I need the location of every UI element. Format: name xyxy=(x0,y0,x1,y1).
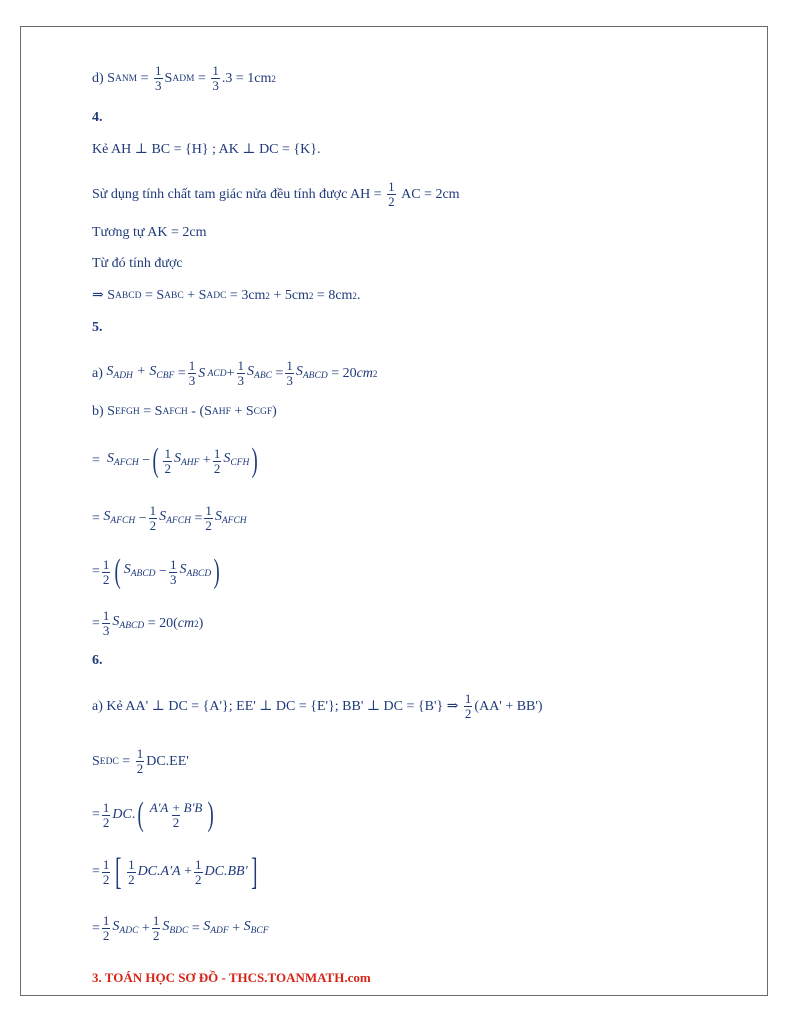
section-5-label: 5. xyxy=(92,320,103,335)
section-6-a-tail: (AA' + BB') xyxy=(474,698,543,714)
section-6-sedc: S EDC = $\frac{1}{2}$ DC.EE' xyxy=(92,746,189,776)
section-4-line3: Tương tự AK = 2cm xyxy=(92,225,207,240)
section-6-step3: = $\frac{1}{2}$ $S_{ADC}$ + $\frac{1}{2}$ $S_{BDC}$ = $S_{ADF}$ + $S_{BCF}$ xyxy=(92,913,269,943)
section-5-step2: = $S_{AFCH}$ − $\frac{1}{2}$ $S_{AFCH}$ = $\frac{1}{2}$ $S_{AFCH}$ xyxy=(92,503,247,533)
section-4-label: 4. xyxy=(92,110,103,125)
footer: 3. TOÁN HỌC SƠ ĐỒ - THCS.TOANMATH.com xyxy=(92,970,371,985)
section-5-step3: = $\frac{1}{2}$ ( $S_{ABCD}$ − $\frac{1}{3}$ $S_{ABCD}$ ) xyxy=(92,553,221,590)
section-4-line1: Kẻ AH ⊥ BC = {H} ; AK ⊥ DC = {K}. xyxy=(92,142,321,157)
section-4-line2: Sử dụng tính chất tam giác nửa đều tính được AH = $\frac{1}{2}$ AC = 2cm xyxy=(92,179,460,209)
section-5-step4: = $\frac{1}{3}$ $S_{ABCD}$ = 20( cm 2 ) xyxy=(92,608,204,638)
section-6-step1: = $\frac{1}{2}$ DC . ( $\frac{A'A + B'B}{2}$ ) xyxy=(92,796,215,833)
section-4-line5: ⇒ S ABCD = S ABC + S ADC = 3cm 2 + 5cm 2 = 8cm 2 . xyxy=(92,288,361,303)
section-6-a: a) Kẻ AA' ⊥ DC = {A'}; EE' ⊥ DC = {E'}; BB' ⊥ DC = {B'} ⇒ $\frac{1}{2}$ (AA' + BB') xyxy=(92,691,543,721)
section-5-a: a) $S_{ADH} + S_{CBF}$ = $\frac{1}{3}$ S ACD + $\frac{1}{3}$ $S_{ABC}$ = $\frac{1}{3}$ $S_{ABCD}$ = 20 cm 2 xyxy=(92,358,378,388)
section-4-line2a: Sử dụng tính chất tam giác nửa đều tính được AH = xyxy=(92,186,382,202)
section-6-label: 6. xyxy=(92,653,103,668)
section-5-step1: = $S_{AFCH}$ − ( $\frac{1}{2}$ $S_{AHF}$ + $\frac{1}{2}$ $S_{CFH}$ ) xyxy=(92,442,259,479)
section-4-line2b: AC = 2cm xyxy=(401,186,460,202)
line-d: d) S ANM = $\frac{1}{3}$ S ADM = $\frac{1}{3}$ .3 = 1cm 2 xyxy=(92,63,276,93)
section-4-line4: Từ đó tính được xyxy=(92,256,183,271)
section-5-b: b) S EFGH = S AFCH - (S AHF + S CGF ) xyxy=(92,404,277,419)
section-6-step2: = $\frac{1}{2}$ [ $\frac{1}{2}$ DC.A'A + $\frac{1}{2}$ DC.BB' ] xyxy=(92,851,258,893)
section-6-a-text: a) Kẻ AA' ⊥ DC = {A'}; EE' ⊥ DC = {E'}; BB' ⊥ DC = {B'} ⇒ xyxy=(92,698,459,714)
